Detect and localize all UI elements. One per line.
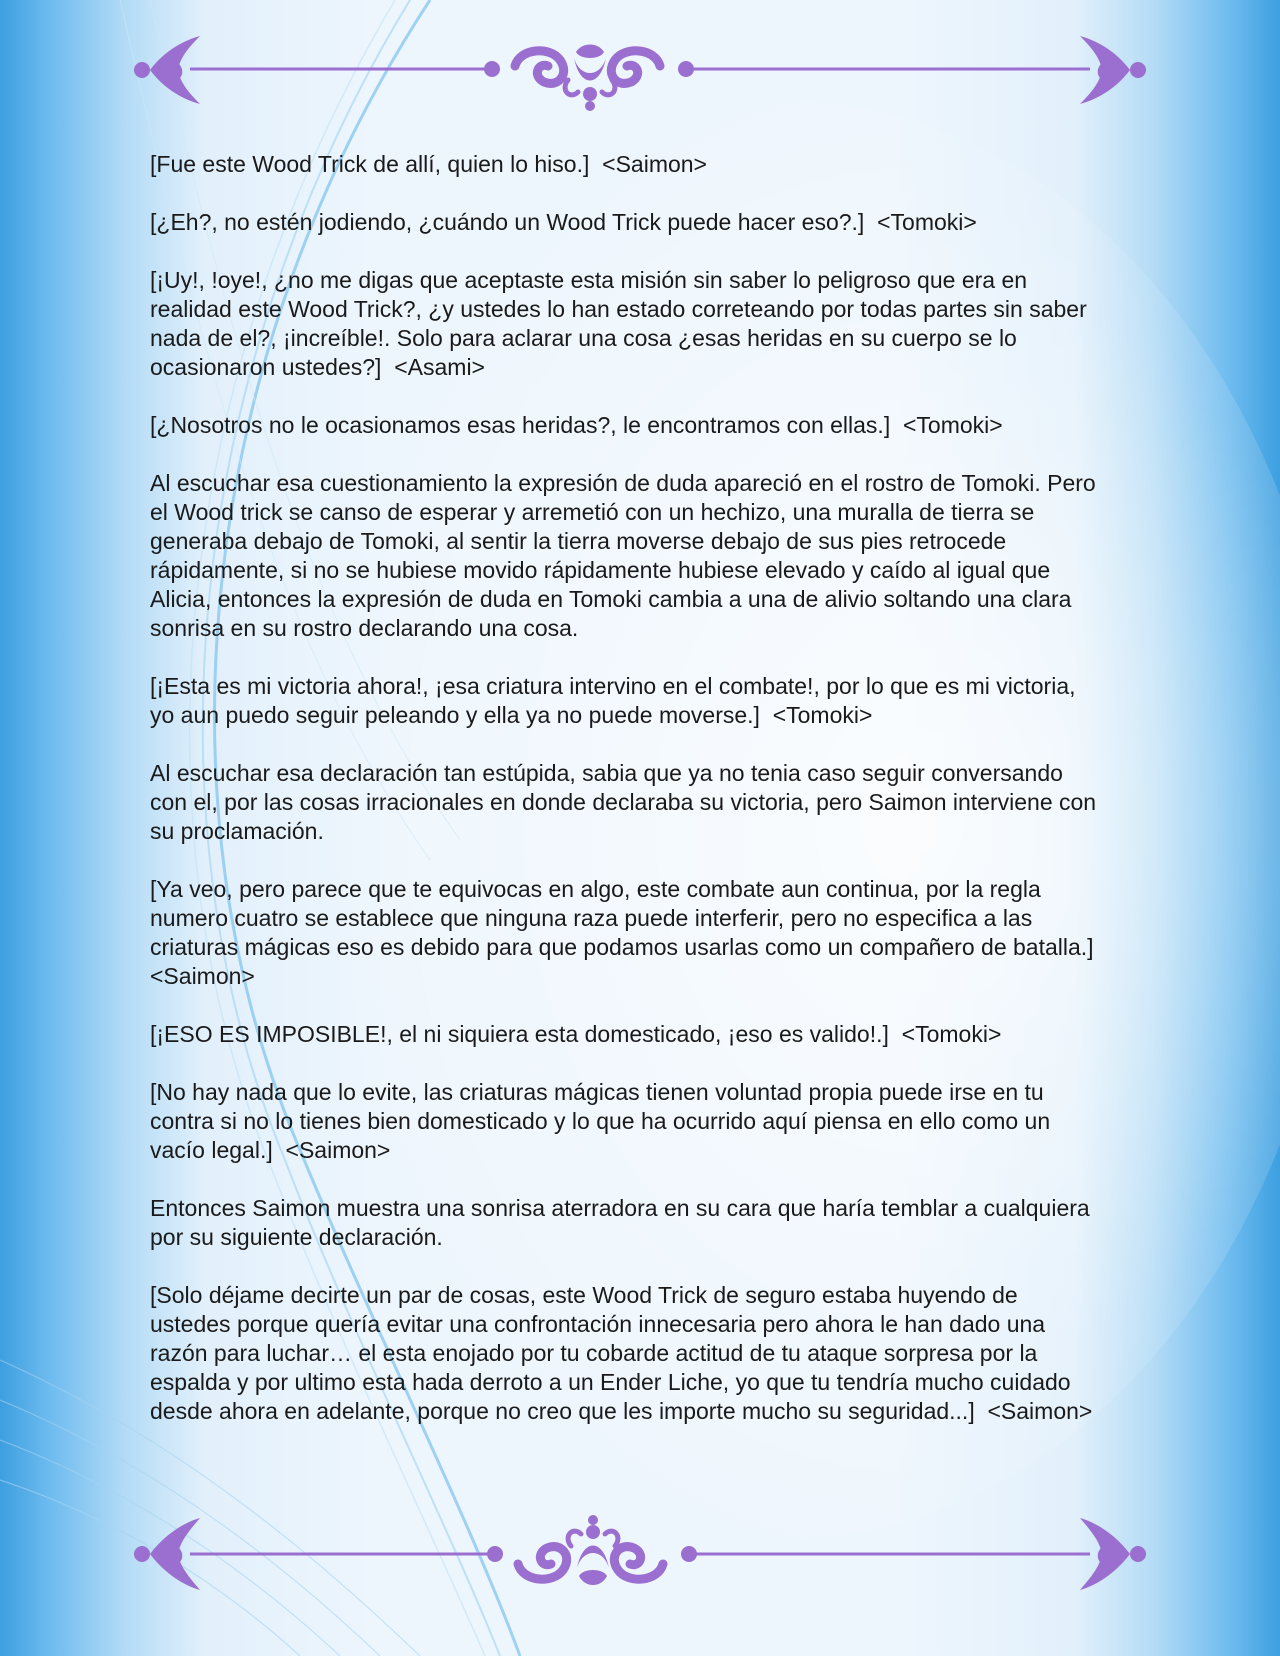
paragraph: [Ya veo, pero parece que te equivocas en algo, este combate aun continua, por la regla numero cuatro se establece que ninguna raza puede interferir, pero no especifica a las criaturas mágicas eso es debido para que podamos usarlas como un compañero de batalla.] <Saimon> (150, 876, 1107, 989)
paragraph: [Solo déjame decirte un par de cosas, este Wood Trick de seguro estaba huyendo de ustedes porque quería evitar una confrontación innecesaria pero ahora le han dado una razón para luchar… el esta enojado por tu cobarde actitud de tu ataque sorpresa por la espalda y por ultimo esta hada derroto a un Ender Liche, yo que tu tendría mucho cuidado desde ahora en adelante, porque no creo que les importe mucho su seguridad...] <Saimon> (150, 1282, 1093, 1424)
paragraph: Al escuchar esa cuestionamiento la expresión de duda apareció en el rostro de Tomoki. Pero el Wood trick se canso de esperar y arremetió con un hechizo, una muralla de tierra se generaba debajo de Tomoki, al sentir la tierra moverse debajo de sus pies retrocede rápidamente, si no se hubiese movido rápidamente hubiese elevado y caído al igual que Alicia, entonces la expresión de duda en Tomoki cambia a una de alivio soltando una clara sonrisa en su rostro declarando una cosa. (150, 470, 1103, 641)
paragraph: [¡ESO ES IMPOSIBLE!, el ni siquiera esta domesticado, ¡eso es valido!.] <Tomoki> (150, 1021, 1002, 1047)
bottom-flourish-ornament (130, 1510, 1150, 1600)
paragraph: [¡Esta es mi victoria ahora!, ¡esa criatura intervino en el combate!, por lo que es mi victoria, yo aun puedo seguir peleando y ella ya no puede moverse.] <Tomoki> (150, 673, 1082, 728)
paragraph: [No hay nada que lo evite, las criaturas mágicas tienen voluntad propia puede irse en tu contra si no lo tienes bien domesticado y lo que ha ocurrido aquí piensa en ello como un vacío legal.] <Saimon> (150, 1079, 1057, 1163)
paragraph: [¿Eh?, no estén jodiendo, ¿cuándo un Wood Trick puede hacer eso?.] <Tomoki> (150, 209, 977, 235)
top-flourish-ornament (130, 28, 1150, 118)
paragraph: Al escuchar esa declaración tan estúpida, sabia que ya no tenia caso seguir conversando con el, por las cosas irracionales en donde declaraba su victoria, pero Saimon interviene con su proclamación. (150, 760, 1103, 844)
story-text (150, 150, 1107, 1455)
paragraph: [¡Uy!, !oye!, ¿no me digas que aceptaste esta misión sin saber lo peligroso que era en realidad este Wood Trick?, ¿y ustedes lo han estado correteando por todas partes sin saber nada de el?, ¡increíble!. Solo para aclarar una cosa ¿esas heridas en su cuerpo se lo ocasionaron ustedes?] <Asami> (150, 267, 1094, 380)
paragraph: [Fue este Wood Trick de allí, quien lo hiso.] <Saimon> (150, 151, 707, 177)
paragraph: [¿Nosotros no le ocasionamos esas heridas?, le encontramos con ellas.] <Tomoki> (150, 412, 1003, 438)
paragraph: Entonces Saimon muestra una sonrisa aterradora en su cara que haría temblar a cualquiera por su siguiente declaración. (150, 1195, 1097, 1250)
